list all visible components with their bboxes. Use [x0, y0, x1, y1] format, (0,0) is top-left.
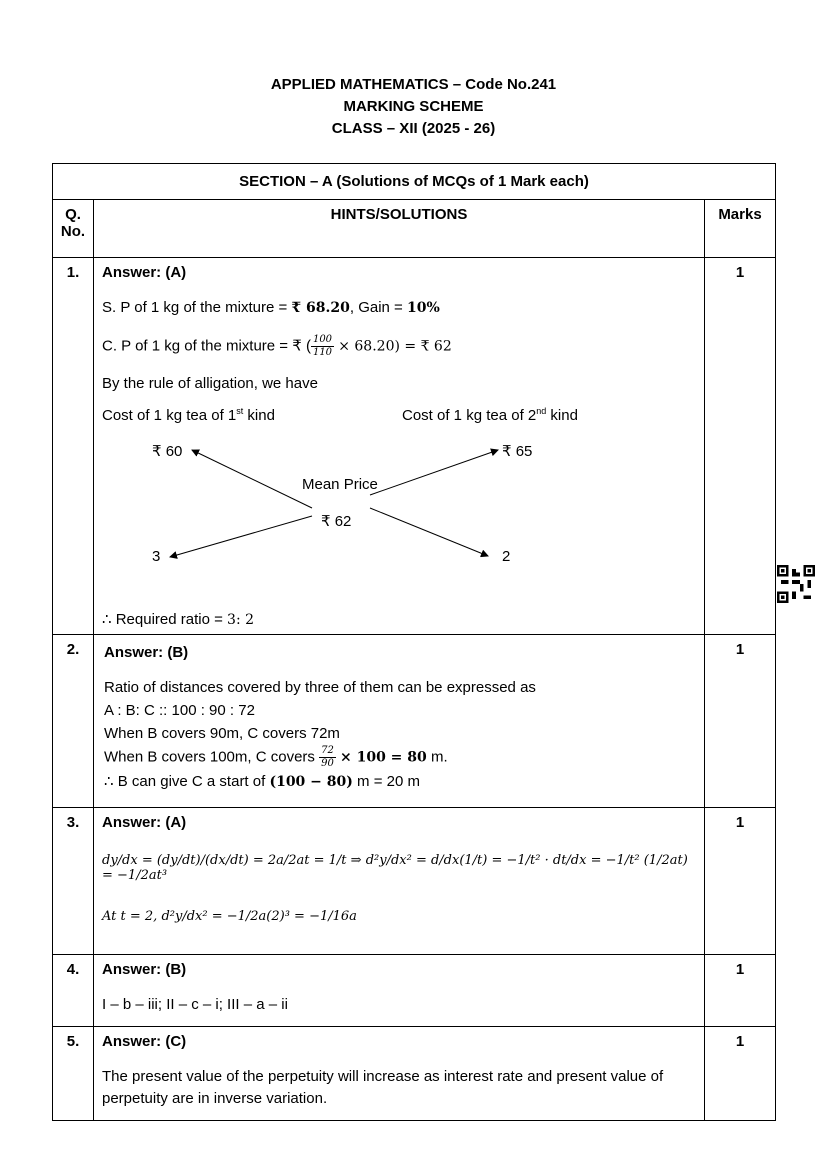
section-title: SECTION – A (Solutions of MCQs of 1 Mark each): [53, 164, 776, 200]
ratio-line: ∴ Required ratio = 3: 2: [102, 611, 255, 628]
answer: Answer: (A): [102, 814, 187, 831]
col-qno: Q. No.: [53, 200, 94, 258]
text-line: A : B: C :: 100 : 90 : 72: [104, 702, 255, 719]
text-line: I – b – iii; II – c – i; III – a – ii: [102, 996, 288, 1013]
q-number: 2.: [53, 635, 94, 808]
answer: Answer: (C): [102, 1033, 187, 1050]
q-number: 3.: [53, 808, 94, 955]
text-line: The present value of the perpetuity will increase as interest rate and present value of perpetuity are in inverse variation.: [102, 1068, 664, 1107]
table-row: [53, 258, 776, 635]
doc-class: CLASS – XII (2025 - 26): [331, 120, 496, 137]
marks: 1: [705, 955, 776, 1027]
answer: Answer: (A): [102, 264, 187, 281]
part-second: 2: [502, 548, 511, 565]
marks: 1: [705, 808, 776, 955]
sp-line: S. P of 1 kg of the mixture = ₹ 68.20, Gain = 10%: [102, 299, 440, 316]
alligation-arrows: [102, 400, 702, 610]
marks: 1: [705, 258, 776, 635]
q-number: 4.: [53, 955, 94, 1027]
col-hints: HINTS/SOLUTIONS: [94, 200, 705, 258]
alligation-text: By the rule of alligation, we have: [102, 375, 318, 392]
text-line: When B covers 90m, C covers 72m: [104, 725, 340, 742]
text-line: ∴ B can give C a start of (100 − 80) m = 20 m: [104, 773, 420, 790]
cp-line: C. P of 1 kg of the mixture = ₹ ( $\frac{100}{110}$ × 68.20) = ₹ 62: [102, 334, 452, 358]
text-line: Ratio of distances covered by three of them can be expressed as: [104, 679, 536, 696]
q-number: 5.: [53, 1027, 94, 1121]
doc-title: APPLIED MATHEMATICS – Code No.241: [270, 76, 557, 93]
marking-table: [52, 163, 776, 1121]
table-row: [53, 1027, 776, 1121]
mean-value: ₹ 62: [321, 513, 352, 530]
alligation-diagram: Cost of 1 kg tea of 1st kind Cost of 1 kg tea of 2nd kind ₹ 60 ₹ 65 Mean Price ₹ 62 3 2: [102, 400, 696, 610]
table-row: [53, 635, 776, 808]
table-row: [53, 808, 776, 955]
text-line: When B covers 100m, C covers $\frac{72}{90}$ × 100 = 80 m.: [104, 745, 448, 769]
q-number: 1.: [53, 258, 94, 635]
price-first: ₹ 60: [152, 443, 183, 460]
qr-code-icon: [777, 565, 815, 603]
equation: At t = 2, d²y/dx² = −1/2a(2)³ = −1/16a: [102, 909, 357, 924]
doc-subtitle: MARKING SCHEME: [343, 98, 484, 115]
marks: 1: [705, 1027, 776, 1121]
marks: 1: [705, 635, 776, 808]
table-row: [53, 955, 776, 1027]
col-marks: Marks: [705, 200, 776, 258]
price-second: ₹ 65: [502, 443, 533, 460]
answer: Answer: (B): [102, 961, 187, 978]
equation: dy/dx = (dy/dt)/(dx/dt) = 2a/2at = 1/t ⇒ d²y/dx² = d/dx(1/t) = −1/t² · dt/dx = −1/t² (1/2at) = −1/2at³: [102, 853, 688, 883]
answer: Answer: (B): [104, 644, 189, 661]
mean-label: Mean Price: [302, 476, 378, 493]
part-first: 3: [152, 548, 161, 565]
